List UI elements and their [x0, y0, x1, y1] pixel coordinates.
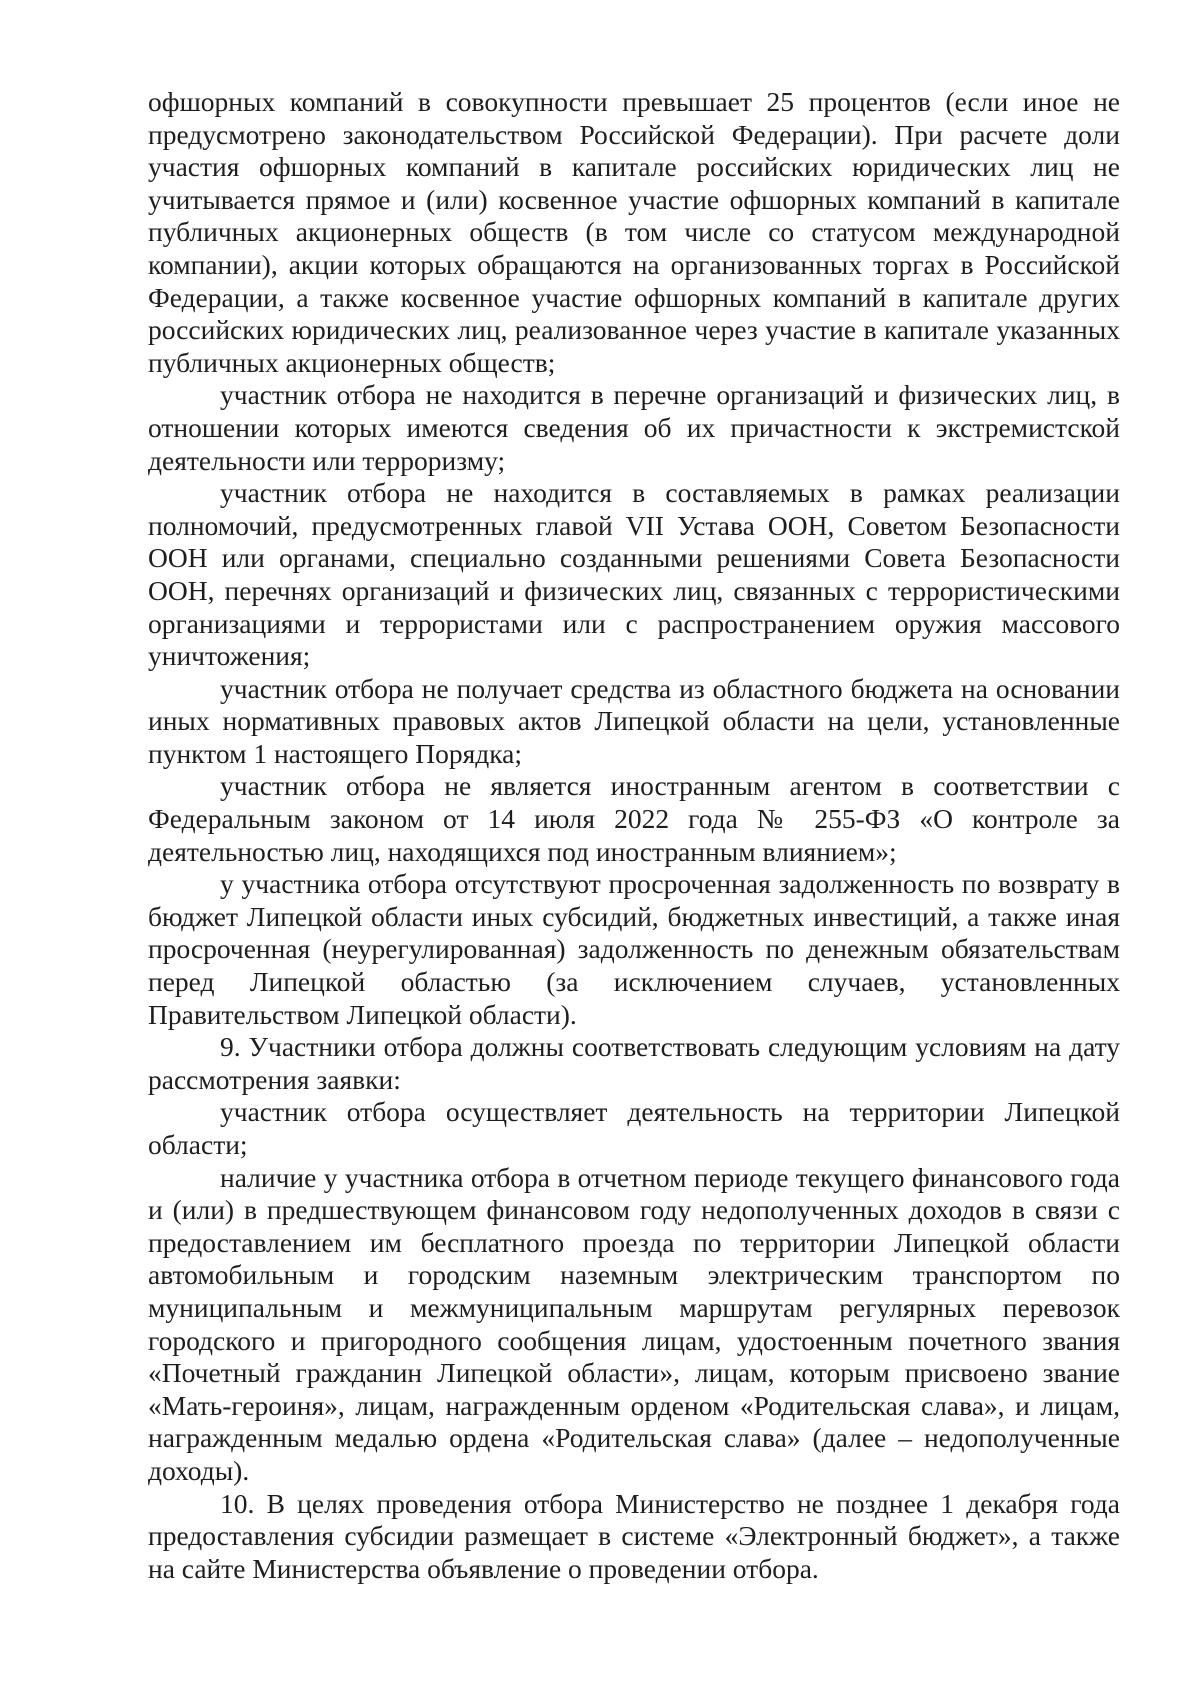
paragraph-lipetsk-territory: участник отбора осуществляет деятельность на территории Липецкой области; — [148, 1096, 1120, 1160]
paragraph-section-9-conditions: 9. Участники отбора должны соответствовать следующим условиям на дату рассмотрения заявки: — [148, 1031, 1120, 1095]
paragraph-overdue-debt: у участника отбора отсутствуют просроченная задолженность по возврату в бюджет Липецкой области иных субсидий, бюджетных инвестиций, а также иная просроченная (неурегулированная) задолженность по денежным обязательствам перед Липецкой областью (за исключением случаев, установленных Правительством Липецкой области). — [148, 868, 1120, 1030]
paragraph-regional-budget-funds: участник отбора не получает средства из областного бюджета на основании иных нормативных правовых актов Липецкой области на цели, установленные пунктом 1 настоящего Порядка; — [148, 672, 1120, 769]
paragraph-extremism-list: участник отбора не находится в перечне организаций и физических лиц, в отношении которых имеются сведения об их причастности к экстремистской деятельности или терроризму; — [148, 379, 1120, 476]
paragraph-foreign-agent: участник отбора не является иностранным агентом в соответствии с Федеральным законом от 14 июля 2022 года № 255-ФЗ «О контроле за деятельностью лиц, находящихся под иностранным влиянием»; — [148, 770, 1120, 867]
document-page — [148, 86, 1120, 1585]
paragraph-offshore-participation: офшорных компаний в совокупности превышает 25 процентов (если иное не предусмотрено законодательством Российской Федерации). При расчете доли участия офшорных компаний в капитале российских юридических лиц не учитывается прямое и (или) косвенное участие офшорных компаний в капитале публичных акционерных обществ (в том числе со статусом международной компании), акции которых обращаются на организованных торгах в Российской Федерации, а также косвенное участие офшорных компаний в капитале других российских юридических лиц, реализованное через участие в капитале указанных публичных акционерных обществ; — [148, 86, 1120, 378]
paragraph-lost-income: наличие у участника отбора в отчетном периоде текущего финансового года и (или) в предшествующем финансовом году недополученных доходов в связи с предоставлением им бесплатного проезда по территории Липецкой области автомобильным и городским наземным электрическим транспортом по муниципальным и межмуниципальным маршрутам регулярных перевозок городского и пригородного сообщения лицам, удостоенным почетного звания «Почетный гражданин Липецкой области», лицам, которым присвоено звание «Мать-героиня», лицам, награжденным орденом «Родительская слава», и лицам, награжденным медалью ордена «Родительская слава» (далее – недополученные доходы). — [148, 1161, 1120, 1486]
paragraph-section-10-announcement: 10. В целях проведения отбора Министерство не позднее 1 декабря года предоставления субсидии размещает в системе «Электронный бюджет», а также на сайте Министерства объявление о проведении отбора. — [148, 1487, 1120, 1584]
paragraph-un-security-council-list: участник отбора не находится в составляемых в рамках реализации полномочий, предусмотренных главой VII Устава ООН, Советом Безопасности ООН или органами, специально созданными решениями Совета Безопасности ООН, перечнях организаций и физических лиц, связанных с террористическими организациями и террористами или с распространением оружия массового уничтожения; — [148, 477, 1120, 672]
